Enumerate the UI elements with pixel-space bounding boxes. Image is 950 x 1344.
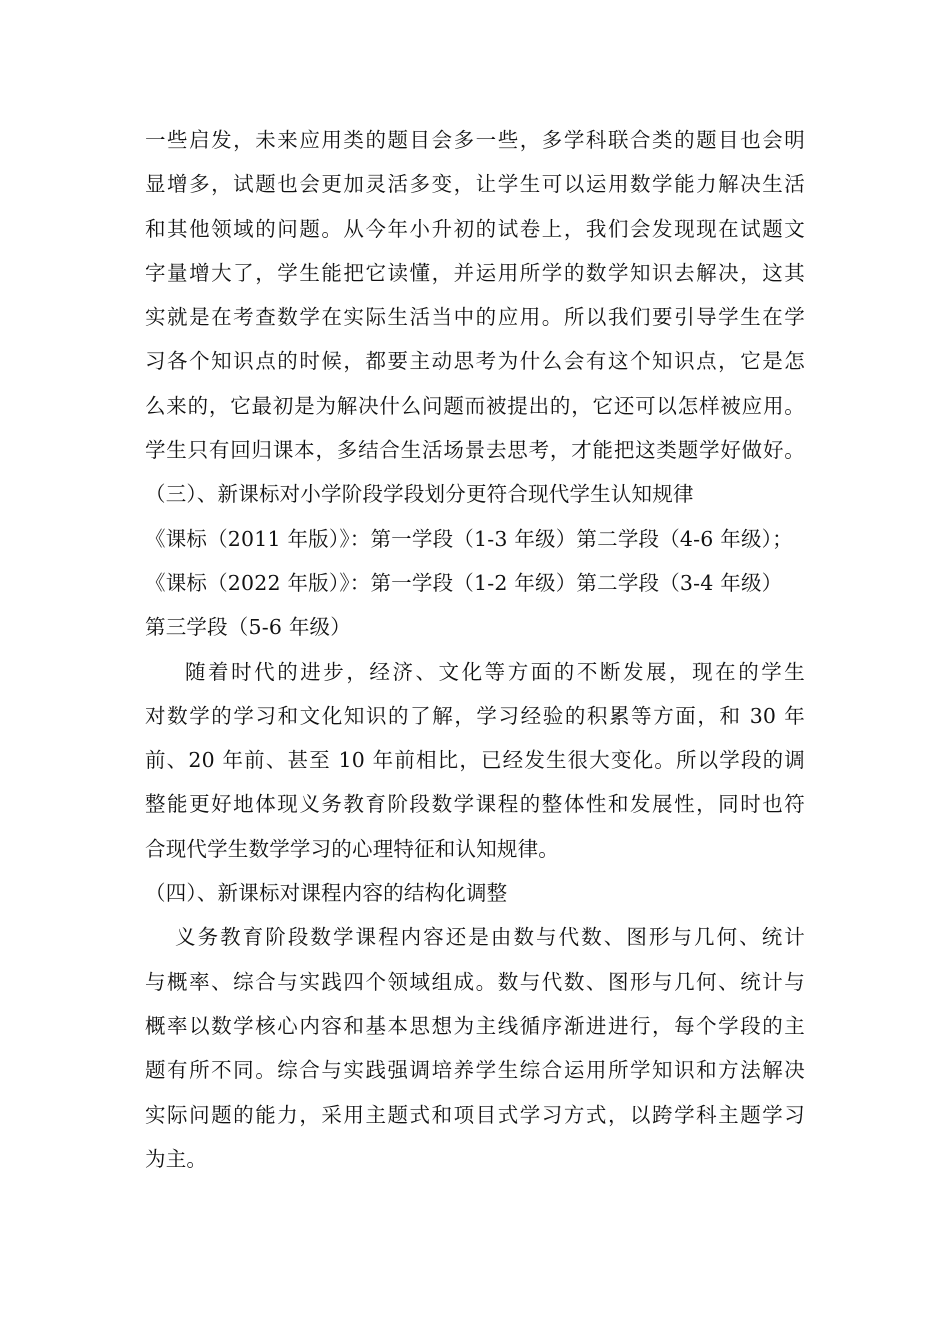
paragraph-application-questions	[145, 118, 810, 472]
document-page	[145, 118, 810, 1181]
text-line: 学生只有回归课本，多结合生活场景去思考，才能把这类题学好做好。	[145, 438, 805, 463]
text-line: 对数学的学习和文化知识的了解，学习经验的积累等方面，和 30 年	[145, 703, 805, 728]
text-line: 字量增大了，学生能把它读懂，并运用所学的数学知识去解决，这其	[145, 260, 805, 285]
text-line: 《课标（2022 年版）》：第一学段（1-2 年级）第二学段（3-4 年级）	[145, 570, 783, 595]
section-heading: （四）、新课标对课程内容的结构化调整	[145, 881, 508, 906]
text-line: 概率以数学核心内容和基本思想为主线循序渐进进行，每个学段的主	[145, 1013, 805, 1038]
text-line: 实就是在考查数学在实际生活当中的应用。所以我们要引导学生在学	[145, 305, 805, 330]
text-line: 随着时代的进步，经济、文化等方面的不断发展，现在的学生	[185, 659, 805, 684]
text-line: 习各个知识点的时候，都要主动思考为什么会有这个知识点，它是怎	[145, 349, 805, 374]
section-four	[145, 871, 810, 915]
text-line: 么来的，它最初是为解决什么问题而被提出的，它还可以怎样被应用。	[145, 393, 805, 418]
text-line: 《课标（2011 年版）》：第一学段（1-3 年级）第二学段（4-6 年级）；	[145, 526, 793, 551]
section-heading: （三）、新课标对小学阶段学段划分更符合现代学生认知规律	[145, 482, 694, 507]
text-line: 和其他领域的问题。从今年小升初的试卷上，我们会发现现在试题文	[145, 216, 805, 241]
paragraph-stage-adjustment	[145, 650, 810, 871]
text-line: 合现代学生数学学习的心理特征和认知规律。	[145, 836, 559, 861]
section-three	[145, 472, 810, 649]
text-line: 与概率、综合与实践四个领域组成。数与代数、图形与几何、统计与	[145, 969, 805, 994]
text-line: 显增多，试题也会更加灵活多变，让学生可以运用数学能力解决生活	[145, 172, 805, 197]
text-line: 题有所不同。综合与实践强调培养学生综合运用所学知识和方法解决	[145, 1058, 805, 1083]
text-line: 第三学段（5-6 年级）	[145, 615, 351, 640]
text-line: 为主。	[145, 1146, 208, 1171]
text-line: 实际问题的能力，采用主题式和项目式学习方式，以跨学科主题学习	[145, 1102, 805, 1127]
text-line: 整能更好地体现义务教育阶段数学课程的整体性和发展性，同时也符	[145, 792, 805, 817]
text-line: 一些启发，未来应用类的题目会多一些，多学科联合类的题目也会明	[145, 128, 805, 152]
text-line: 义务教育阶段数学课程内容还是由数与代数、图形与几何、统计	[175, 925, 805, 950]
paragraph-course-structure	[145, 915, 810, 1181]
text-line: 前、20 年前、甚至 10 年前相比，已经发生很大变化。所以学段的调	[145, 748, 805, 773]
